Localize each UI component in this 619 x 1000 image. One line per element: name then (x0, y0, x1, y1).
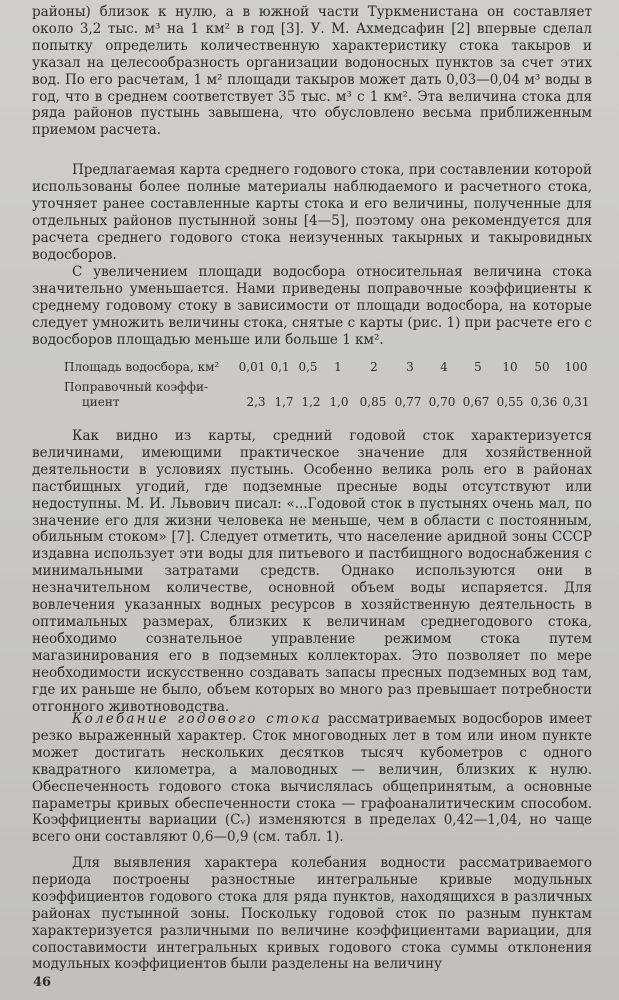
table-cell-area: 4 (440, 360, 448, 374)
paragraph-text: С увеличением площади водосбора относительная величина стока значительно уменьшается. Нами приведены поправочные коэффициенты к среднему годовому стоку в зависимости от площади водосбора, на которые следует умножить величины стока, снятые с карты (рис. 1) при расчете его с водосборов площадью меньше или больше 1 км². (32, 264, 592, 348)
row-label-area: Площадь водосбора, км² (64, 360, 220, 374)
correction-coefficient-table (64, 360, 594, 414)
table-cell-area: 5 (474, 360, 482, 374)
table-cell-area: 0,1 (270, 360, 290, 374)
table-cell-area: 10 (502, 360, 518, 374)
paragraph-5 (32, 711, 592, 846)
paragraph-text: Предлагаемая карта среднего годового стока, при составлении которой использованы более полные материалы наблюдаемого и расчетного стока, уточняет ранее составленные карты стока и его величины, полученные для отдельных районов пустынной зоны [4—5], поэтому она рекомендуется для расчета среднего годового стока неизученных такырных и такыровидных водосборов. (32, 162, 592, 263)
paragraph-2 (32, 162, 592, 263)
table-cell-coefficient: 0,85 (359, 395, 387, 409)
table-row-coefficient (64, 378, 594, 414)
table-cell-coefficient: 0,77 (394, 395, 422, 409)
table-cell-coefficient: 0,36 (530, 395, 558, 409)
table-cell-coefficient: 0,67 (462, 395, 490, 409)
paragraph-3 (32, 264, 592, 349)
paragraph-text: районы) близок к нулю, а в южной части Туркменистана он составляет около 3,2 тыс. м³ на 1 км² в год [3]. У. М. Ахмедсафин [2] впервые сделал попытку определить количественную характеристику стока такыров и указал на целесообразность организации водоносных пунктов за счет этих вод. По его расчетам, 1 м² площади такыров может дать 0,03—0,04 м³ воды в год, что в среднем соответствует 35 тыс. м³ с 1 км². Эта величина стока для ряда районов пустынь завышена, что обусловлено весьма приближенным приемом расчета. (32, 4, 592, 139)
table-cell-area: 0,5 (298, 360, 318, 374)
table-cell-area: 3 (406, 360, 414, 374)
table-cell-coefficient: 0,55 (496, 395, 524, 409)
table-cell-area: 50 (534, 360, 550, 374)
paragraph-1 (32, 4, 592, 139)
table-cell-area: 1 (334, 360, 342, 374)
paragraph-text: Для выявления характера колебания водности рассматриваемого периода построены разностные интегральные кривые модульных коэффициентов годового стока для ряда пунктов, находящихся в различных районах пустынной зоны. Поскольку годовой сток по разным пунктам характеризуется различными по величине коэффициентами вариации, для сопоставимости интегральных кривых годового стока суммы отклонения модульных коэффициентов были разделены на величину (32, 855, 592, 973)
table-cell-coefficient: 0,31 (562, 395, 590, 409)
paragraph-6 (32, 855, 592, 973)
spaced-heading: Колебание годового стока (72, 711, 322, 727)
table-row-area (64, 360, 594, 378)
table-cell-coefficient: 0,70 (428, 395, 456, 409)
table-cell-coefficient: 1,7 (274, 395, 294, 409)
paragraph-4 (32, 428, 592, 715)
table-cell-area: 2 (370, 360, 378, 374)
table-cell-coefficient: 1,2 (301, 395, 321, 409)
row-label-coefficient: Поправочный коэффи- (64, 380, 209, 394)
paragraph-text: Как видно из карты, средний годовой сток характеризуется величинами, имеющими практическое значение для хозяйственной деятельности в условиях пустынь. Особенно велика роль его в районах пастбищных угодий, где подземные пресные воды отсутствуют или недоступны. М. И. Львович писал: «...Годовой сток в пустынях очень мал, по значение его для жизни человека не меньше, чем в области с постоянным, обильным стоком» [7]. Следует отметить, что население аридной зоны СССР издавна использует эти воды для питьевого и пастбищного водоснабжения с минимальными затратами средств. Однако используются они в незначительном количестве, основной объем воды испаряется. Для вовлечения указанных водных ресурсов в хозяйственную деятельность в оптимальных размерах, близких к величинам среднегодового стока, необходимо сознательное управление режимом стока путем магазинирования его в подземных коллекторах. Это позволяет по мере необходимости искусственно создавать запасы пресных подземных вод там, где их раньше не было, объем которых во много раз превышает потребности отгонного животноводства. (32, 428, 592, 715)
paragraph-text-rest: рассматриваемых водосборов имеет резко выраженный характер. Сток многоводных лет в том или ином пункте может достигать нескольких десятков тысяч кубометров с одного квадратного километра, а маловодных — величин, близких к нулю. Обеспеченность годового стока вычислялась общепринятым, а основные параметры кривых обеспеченности стока — графоаналитическим способом. Коэффициенты вариации (Cᵥ) изменяются в пределах 0,42—1,04, но чаще всего они составляют 0,6—0,9 (см. табл. 1). (32, 711, 593, 846)
table-cell-coefficient: 2,3 (246, 395, 266, 409)
row-label-coefficient-cont: циент (82, 395, 120, 409)
table-cell-coefficient: 1,0 (329, 395, 349, 409)
paragraph-text (32, 711, 592, 846)
table-cell-area: 0,01 (238, 360, 266, 374)
table-cell-area: 100 (564, 360, 588, 374)
page-number: 46 (33, 975, 52, 990)
